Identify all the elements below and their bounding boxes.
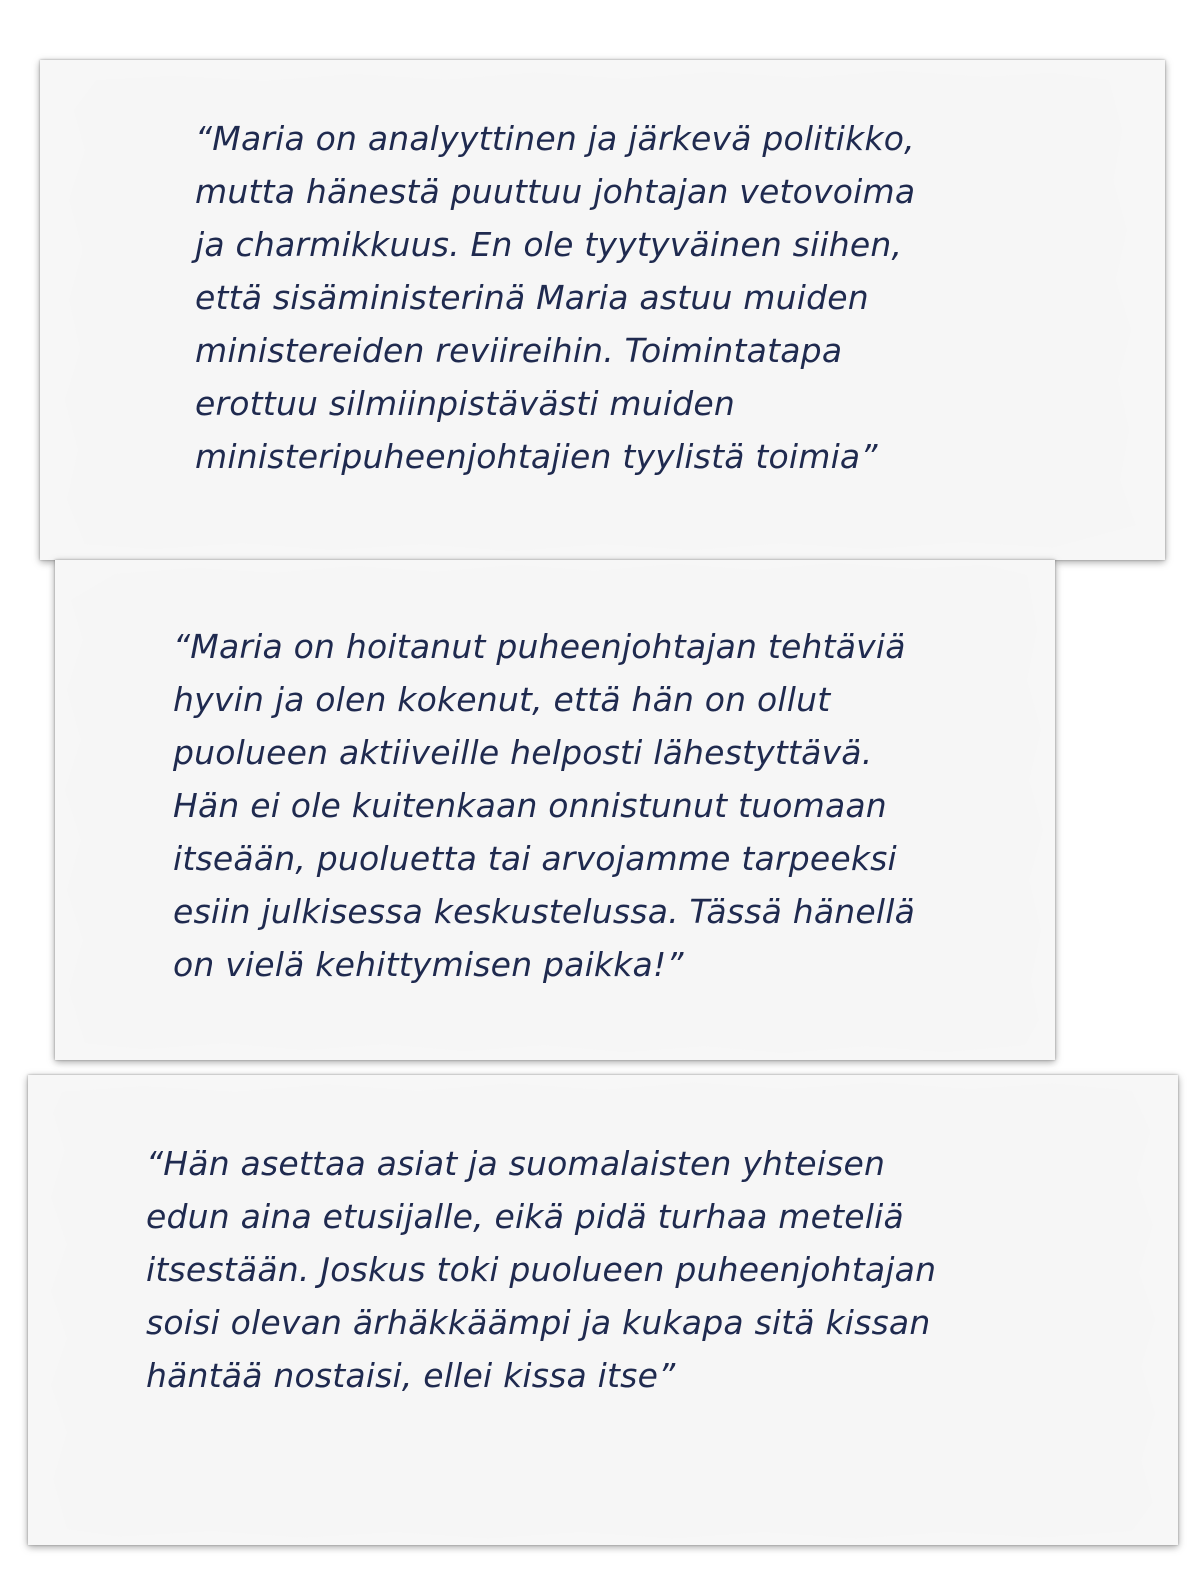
quote-text-1: “Maria on analyyttinen ja järkevä politikko, mutta hänestä puuttuu johtajan vetovoima ja charmikkuus. En ole tyytyväinen siihen, että sisäministerinä Maria astuu muiden ministereiden reviireihin. Toimintatapa erottuu silmiinpistävästi muiden ministeripuheenjohtajien tyylistä toimia” — [195, 119, 916, 476]
quote-card-3 — [28, 1075, 1178, 1545]
quote-text-2: “Maria on hoitanut puheenjohtajan tehtäviä hyvin ja olen kokenut, että hän on ollut puolueen aktiiveille helposti lähestyttävä. Hän ei ole kuitenkaan onnistunut tuomaan itseään, puoluetta tai arvojamme tarpeeksi esiin julkisessa keskustelussa. Tässä hänellä on vielä kehittymisen paikka!” — [173, 627, 916, 984]
quote-card-2 — [55, 560, 1055, 1060]
quote-text-3: “Hän asettaa asiat ja suomalaisten yhteisen edun aina etusijalle, eikä pidä turhaa meteliä itsestään. Joskus toki puolueen puheenjohtajan soisi olevan ärhäkkäämpi ja kukapa sitä kissan häntää nostaisi, ellei kissa itse” — [146, 1144, 937, 1395]
quote-card-1 — [40, 60, 1165, 560]
